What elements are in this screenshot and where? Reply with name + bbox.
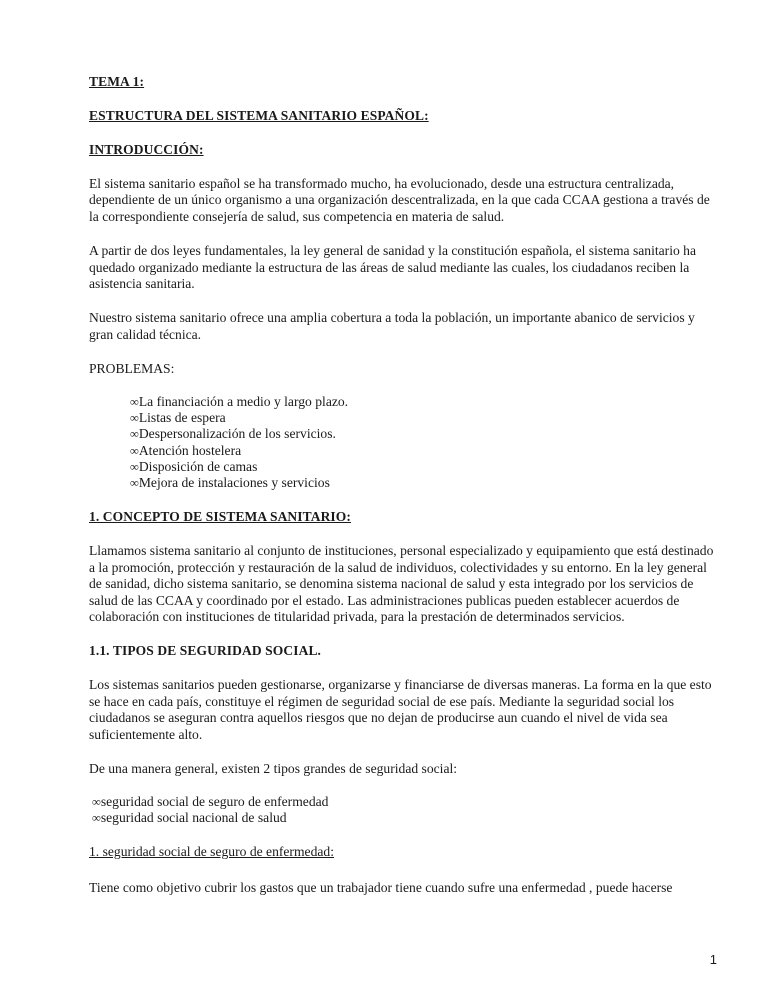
subsection-heading-seguro-enfermedad: 1. seguridad social de seguro de enfermedad: xyxy=(89,844,334,860)
page-title: TEMA 1: xyxy=(89,74,145,89)
list-item-label: seguridad social de seguro de enfermedad xyxy=(100,793,329,809)
paragraph-concepto: Llamamos sistema sanitario al conjunto de instituciones, personal especializado y equipamiento que está destinado a la promoción, protección y restauración de la salud de individuos, colectividades y su entorno. En la ley general de sanidad, dicho sistema sanitario, se denomina sistema nacional de salud y esta integrado por los servicios de salud de las CCAA y coordinado por el estado. Las administraciones publicas pueden establecer acuerdos de colaboración con instituciones de titularidad privada, para la prestación de determinados servicios. xyxy=(89,543,714,625)
document-body xyxy=(89,74,717,915)
infinity-bullet-icon: ∞ xyxy=(130,410,139,425)
list-item-label: Listas de espera xyxy=(138,409,226,425)
problems-label: PROBLEMAS: xyxy=(89,361,175,377)
list-item-label: Atención hostelera xyxy=(138,442,242,458)
list-item-label: Disposición de camas xyxy=(138,458,258,474)
list-item xyxy=(130,459,717,475)
infinity-bullet-icon: ∞ xyxy=(130,394,139,409)
paragraph-seguro-enfermedad: Tiene como objetivo cubrir los gastos que un trabajador tiene cuando sufre una enfermedad , puede hacerse xyxy=(89,880,673,896)
paragraph-intro-2: A partir de dos leyes fundamentales, la ley general de sanidad y la constitución española, el sistema sanitario ha quedado organizado mediante la estructura de las áreas de salud mediante las cuales, los ciudadanos reciben la asistencia sanitaria. xyxy=(89,243,696,292)
list-item-label: Despersonalización de los servicios. xyxy=(138,426,336,442)
infinity-bullet-icon: ∞ xyxy=(92,794,101,809)
infinity-bullet-icon: ∞ xyxy=(130,459,139,474)
types-list xyxy=(89,794,717,827)
list-item xyxy=(92,794,717,810)
list-item xyxy=(92,810,717,826)
introduction-heading: INTRODUCCIÓN: xyxy=(89,142,204,157)
page-number: 1 xyxy=(709,952,717,967)
list-item-label: Mejora de instalaciones y servicios xyxy=(138,475,330,491)
list-item xyxy=(130,426,717,442)
infinity-bullet-icon: ∞ xyxy=(92,810,101,825)
infinity-bullet-icon: ∞ xyxy=(130,427,139,442)
list-item xyxy=(130,394,717,410)
subject-heading: ESTRUCTURA DEL SISTEMA SANITARIO ESPAÑOL: xyxy=(89,108,429,123)
paragraph-tipos: Los sistemas sanitarios pueden gestionarse, organizarse y financiarse de diversas maneras. La forma en la que esto se hace en cada país, constituye el régimen de seguridad social de ese país. Mediante la seguridad social los ciudadanos se aseguran contra aquellos riesgos que no dejan de producirse aun cuando el nivel de vida sea suficientemente alto. xyxy=(89,677,712,742)
paragraph-intro-3: Nuestro sistema sanitario ofrece una amplia cobertura a toda la población, un importante abanico de servicios y gran calidad técnica. xyxy=(89,310,695,342)
problems-list xyxy=(89,394,717,492)
infinity-bullet-icon: ∞ xyxy=(130,476,139,491)
list-item xyxy=(130,410,717,426)
section-heading-tipos: 1.1. TIPOS DE SEGURIDAD SOCIAL. xyxy=(89,643,322,659)
list-item-label: seguridad social nacional de salud xyxy=(100,809,287,825)
paragraph-intro-1: El sistema sanitario español se ha transformado mucho, ha evolucionado, desde una estructura centralizada, dependiente de un único organismo a una organización descentralizada, en la que cada CCAA gestiona a través de la correspondiente consejería de salud, sus competencia en materia de salud. xyxy=(89,176,710,224)
list-item xyxy=(130,475,717,491)
section-heading-concepto: 1. CONCEPTO DE SISTEMA SANITARIO: xyxy=(89,509,351,525)
list-item xyxy=(130,443,717,459)
paragraph-types-intro: De una manera general, existen 2 tipos grandes de seguridad social: xyxy=(89,761,458,777)
list-item-label: La financiación a medio y largo plazo. xyxy=(138,393,349,409)
infinity-bullet-icon: ∞ xyxy=(130,443,139,458)
